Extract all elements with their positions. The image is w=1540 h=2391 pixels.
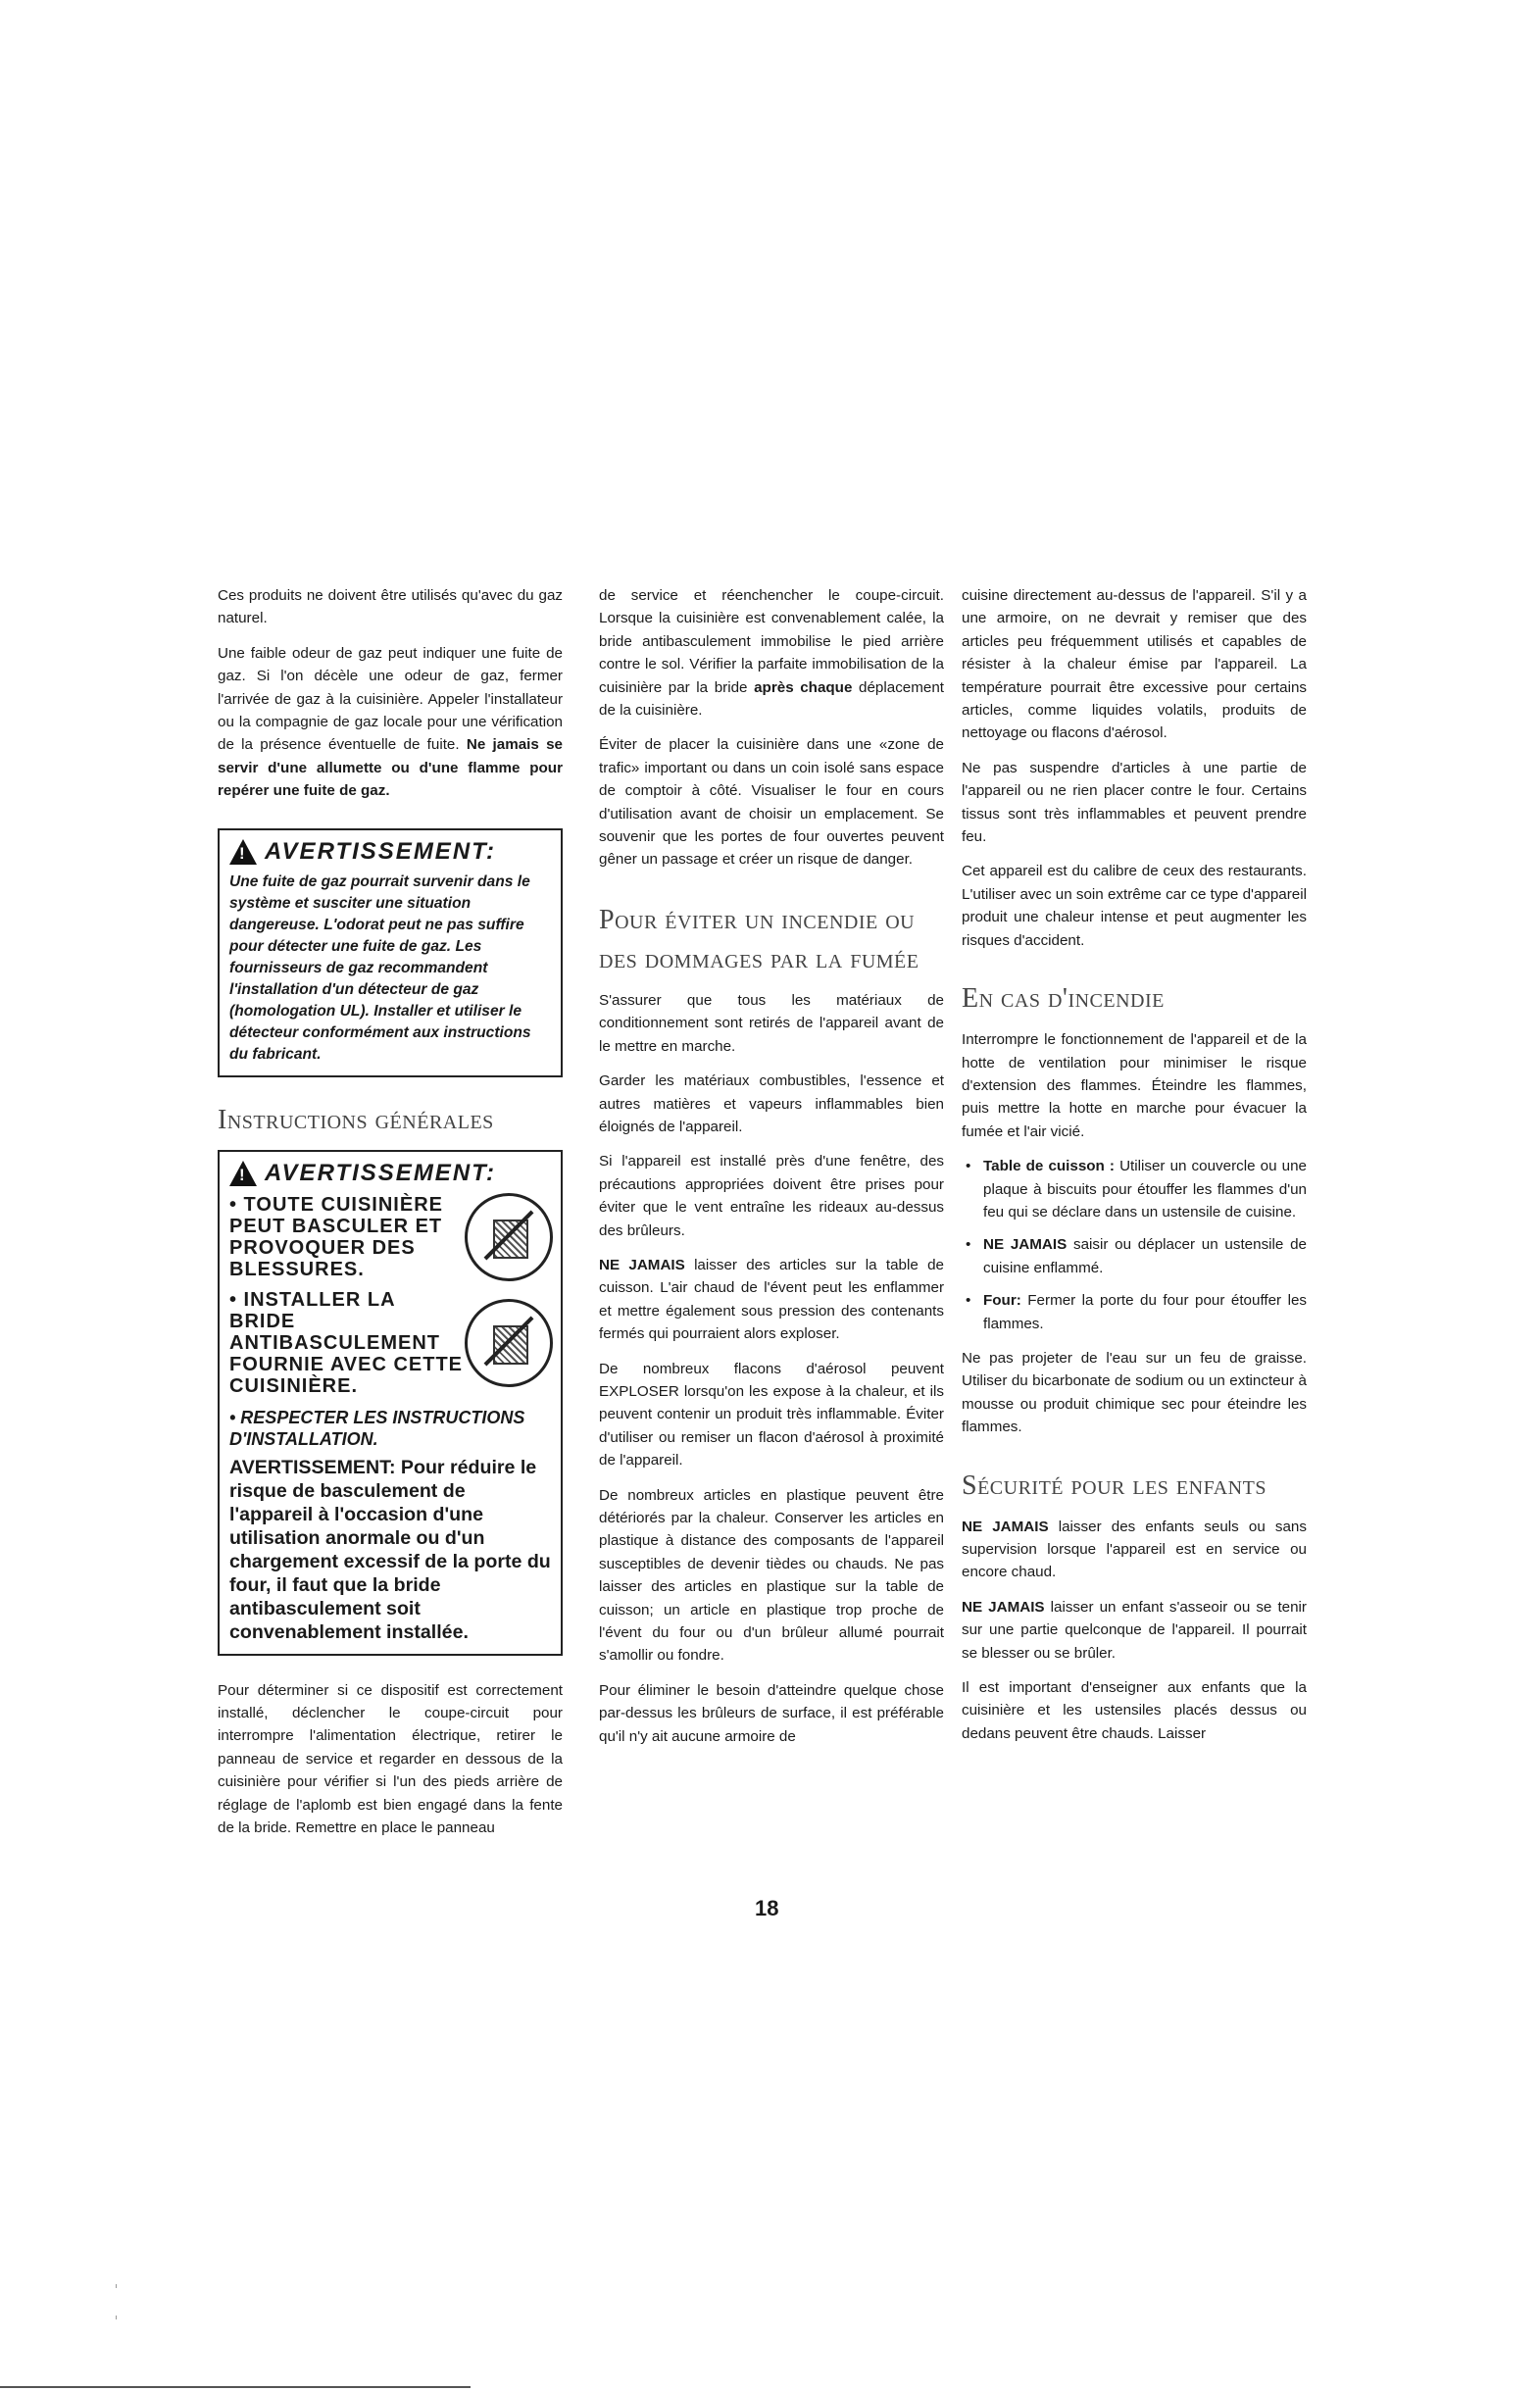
paragraph: S'assurer que tous les matériaux de conditionnement sont retirés de l'appareil avant de le mettre en marche. — [599, 991, 944, 1055]
paragraph — [218, 642, 563, 803]
warning-body: Une fuite de gaz pourrait survenir dans le système et susciter une situation dangereuse. L'odorat peut ne pas suffire pour détecter une fuite de gaz. Les fournisseurs de gaz recommandent l'installation d'un détecteur de gaz (homologation UL). Installer et utiliser le détecteur conformément aux instructions du fabricant. — [229, 872, 531, 1063]
list-item: • Table de cuisson : Utiliser un couvercle ou une plaque à biscuits pour étouffer les flammes d'un feu qui se déclare dans un ustensile de cuisine. — [962, 1155, 1307, 1223]
page-number: 18 — [755, 1896, 779, 1920]
paragraph-bold: Ne jamais se servir d'une allumette ou d'une flamme pour repérer une fuite de gaz. — [218, 736, 563, 800]
paragraph: De nombreux articles en plastique peuvent être détériorés par la chaleur. Conserver les articles en plastique à distance des composants de l'appareil susceptibles de devenir tièdes ou chauds. Ne pas laisser des articles en plastique sur la table de cuisson; un article en plastique trop proche de l'évent du four ou d'un brûleur allumé pourrait s'amollir ou fondre. — [599, 1486, 944, 1665]
list-item: • Four: Fermer la porte du four pour étouffer les flammes. — [962, 1289, 1307, 1335]
paragraph: Éviter de placer la cuisinière dans une «zone de trafic» important ou dans un coin isolé sans espace de comptoir à côté. Visualiser le four en cours d'utilisation avant de choisir un emplacement. Se souvenir que les portes de four ouvertes peuvent gêner un passage et créer un risque de danger. — [599, 736, 944, 869]
paragraph: Interrompre le fonctionnement de l'appareil et de la hotte de ventilation pour minimiser le risque d'extension des flammes. Éteindre les flammes, puis mettre la hotte en marche pour évacuer la fumée et l'air vicié. — [962, 1031, 1307, 1140]
gas-leak-warning-box — [218, 828, 563, 1077]
column-2 — [599, 584, 944, 1760]
paragraph: Pour déterminer si ce dispositif est correctement installé, déclencher le coupe-circuit pour interrompre l'alimentation électrique, retirer le panneau de service et regarder en dessous de la cuisinière pour vérifier si l'un des pieds arrière de réglage de l'aplomb est bien engagé dans la fente de la bride. Remettre en place le panneau — [218, 1681, 563, 1837]
section-heading: Pour éviter un incendie ou des dommages par la fumée — [599, 904, 919, 974]
paragraph: NE JAMAIS laisser des enfants seuls ou sans supervision lorsque l'appareil est en service ou encore chaud. — [962, 1518, 1307, 1581]
bottom-rule — [0, 2386, 471, 2388]
warning-text: AVERTISSEMENT: Pour réduire le risque de basculement de l'appareil à l'occasion d'une utilisation anormale ou d'un chargement excessif de la porte du four, il faut que la bride antibasculement soit convenablement installée. — [229, 1456, 551, 1643]
paragraph: Il est important d'enseigner aux enfants que la cuisinière et les ustensiles placés dessus ou dedans peuvent être chauds. Laisser — [962, 1679, 1307, 1742]
paragraph: Cet appareil est du calibre de ceux des restaurants. L'utiliser avec un soin extrême car ce type d'appareil produit une chaleur intense et peut augmenter les risques d'accident. — [962, 863, 1307, 949]
paragraph: de service et réenchencher le coupe-circuit. Lorsque la cuisinière est convenablement calée, la bride antibasculement immobilise le pied arrière contre le sol. Vérifier la parfaite immobilisation de la cuisinière par la bride après chaque déplacement de la cuisinière. — [599, 587, 944, 720]
paragraph: Ces produits ne doivent être utilisés qu'avec du gaz naturel. — [218, 587, 563, 627]
warning-title: ! AVERTISSEMENT: — [229, 1160, 553, 1187]
list-item: • NE JAMAIS saisir ou déplacer un ustensile de cuisine enflammé. — [962, 1233, 1307, 1279]
paragraph: Pour éliminer le besoin d'atteindre quelque chose par-dessus les brûleurs de surface, il est préférable qu'il n'y ait aucune armoire de — [599, 1681, 944, 1745]
paragraph: Ne pas suspendre d'articles à une partie de l'appareil ou ne rien placer contre le four. Certains tissus sont très inflammables et peuvent prendre feu. — [962, 759, 1307, 846]
warning-item: • RESPECTER LES INSTRUCTIONS D'INSTALLATION. — [229, 1407, 525, 1449]
tip-over-pictogram-icon — [465, 1193, 553, 1281]
fire-instructions-list — [962, 1155, 1307, 1335]
column-3 — [962, 584, 1307, 1757]
warning-item: • TOUTE CUISINIÈRE PEUT BASCULER ET PROVOQUER DES BLESSURES. — [229, 1193, 553, 1281]
paragraph: Ne pas projeter de l'eau sur un feu de graisse. Utiliser du bicarbonate de sodium ou un extincteur à mousse ou produit chimique sec pour éteindre les flammes. — [962, 1349, 1307, 1436]
margin-mark — [116, 2284, 117, 2288]
warning-triangle-icon: ! — [229, 1161, 257, 1186]
anti-tip-bracket-pictogram-icon — [465, 1299, 553, 1387]
paragraph: NE JAMAIS laisser un enfant s'asseoir ou se tenir sur une partie quelconque de l'appareil. Il pourrait se blesser ou se brûler. — [962, 1598, 1307, 1662]
section-heading: Instructions générales — [218, 1104, 494, 1135]
column-1 — [218, 584, 563, 1852]
paragraph: De nombreux flacons d'aérosol peuvent EXPLOSER lorsqu'on les expose à la chaleur, et ils peuvent contenir un produit très inflammable. Éviter d'utiliser ou remiser un flacon d'aérosol à proximité de l'appareil. — [599, 1360, 944, 1469]
section-heading: Sécurité pour les enfants — [962, 1469, 1267, 1501]
paragraph: Si l'appareil est installé près d'une fenêtre, des précautions appropriées doivent être prises pour éviter que le vent entraîne les rideaux au-dessus des brûleurs. — [599, 1153, 944, 1239]
paragraph: cuisine directement au-dessus de l'appareil. S'il y a une armoire, on ne devrait y remiser que des articles peu fréquemment utilisés et capables de résister à la chaleur émise par l'appareil. La température pourrait être excessive pour certains articles, comme liquides volatils, produits de nettoyage ou flacons d'aérosol. — [962, 587, 1307, 742]
warning-triangle-icon: ! — [229, 839, 257, 865]
tip-over-warning-box — [218, 1150, 563, 1656]
warning-item: • INSTALLER LA BRIDE ANTIBASCULEMENT FOURNIE AVEC CETTE CUISINIÈRE. — [229, 1289, 553, 1397]
paragraph-text: Une faible odeur de gaz peut indiquer une fuite de gaz. Si l'on décèle une odeur de gaz, fermer l'arrivée de gaz à la cuisinière. Appeler l'installateur ou la compagnie de gaz locale pour une vérification de la présence éventuelle de fuite. — [218, 644, 563, 754]
paragraph: Garder les matériaux combustibles, l'essence et autres matières et vapeurs inflammables bien éloignés de l'appareil. — [599, 1072, 944, 1135]
paragraph: NE JAMAIS laisser des articles sur la table de cuisson. L'air chaud de l'évent peut les enflammer et mettre également sous pression des contenants fermés qui pourraient alors exploser. — [599, 1256, 944, 1343]
section-heading: En cas d'incendie — [962, 983, 1165, 1015]
margin-mark — [116, 2316, 117, 2319]
warning-title: ! AVERTISSEMENT: — [229, 838, 553, 866]
